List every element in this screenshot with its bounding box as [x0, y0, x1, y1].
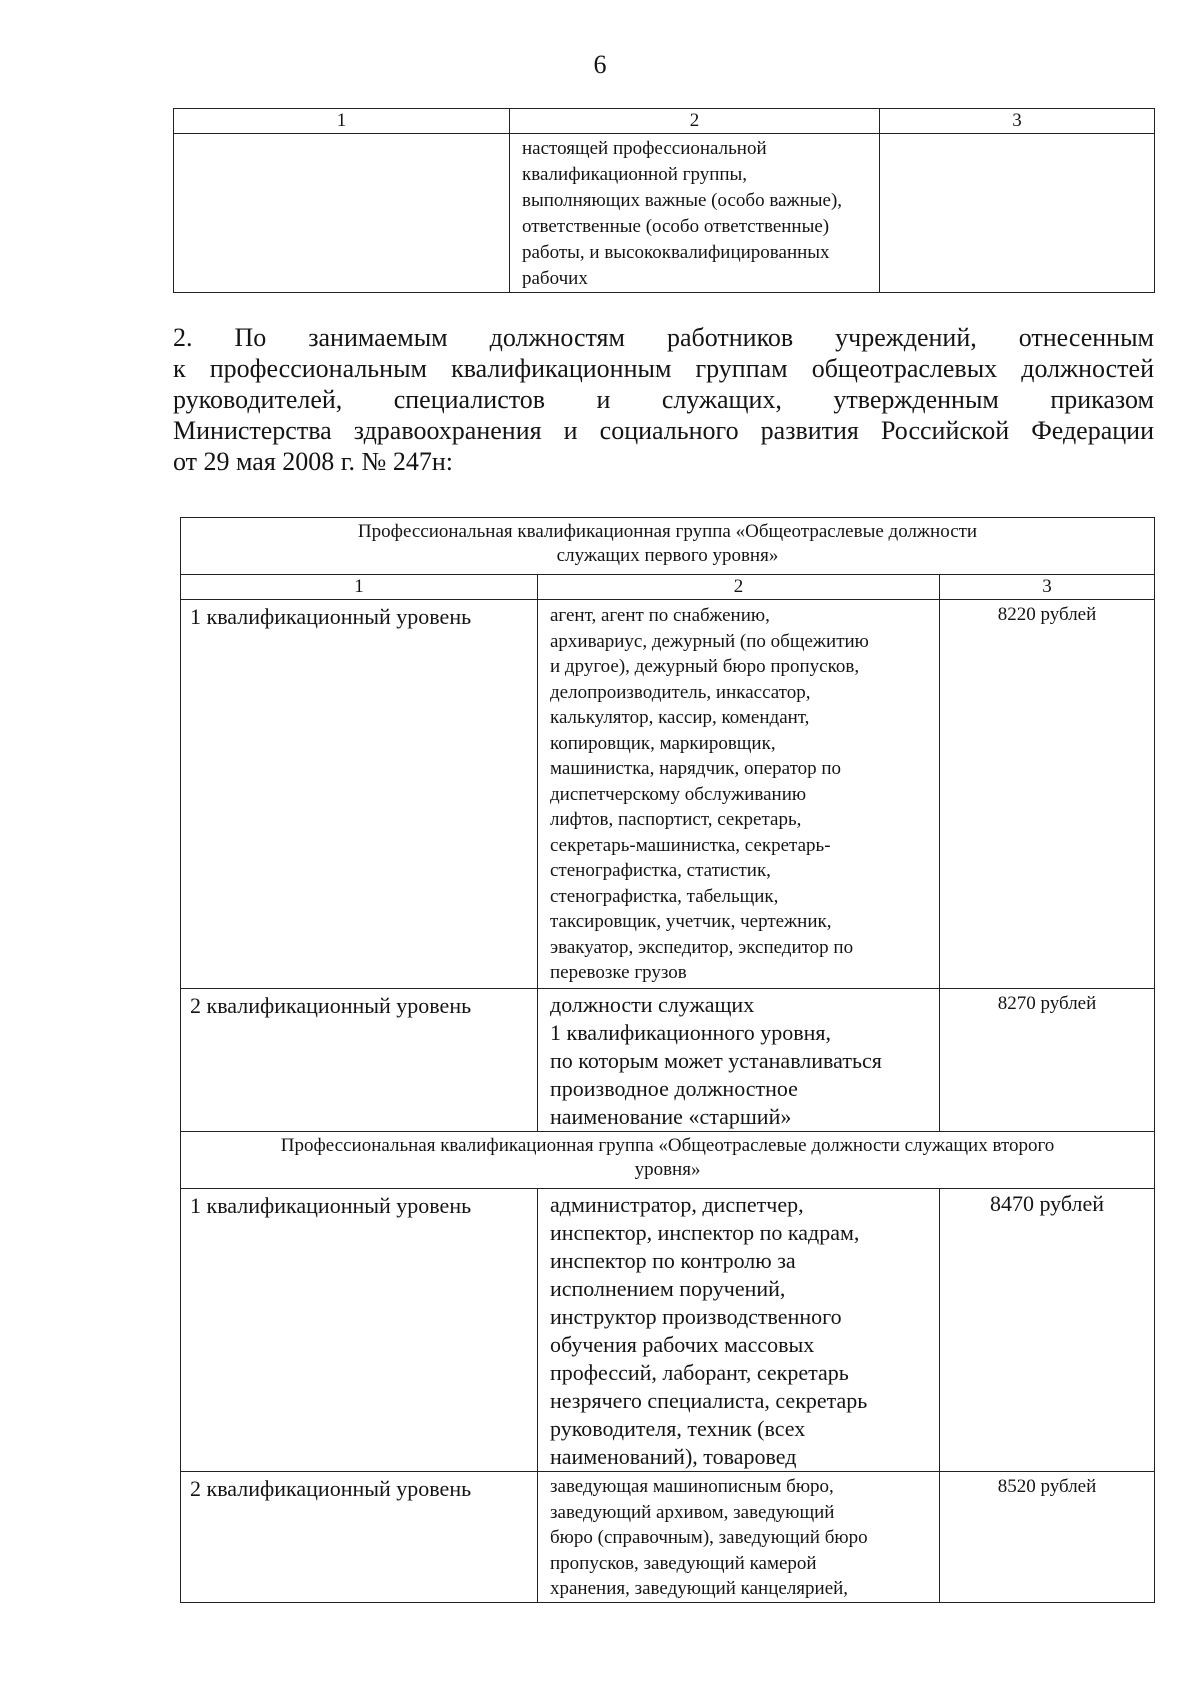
position-line: инспектор, инспектор по кадрам,	[550, 1220, 860, 1245]
positions-cell	[538, 1189, 940, 1472]
position-line: руководителя, техник (всех	[550, 1416, 806, 1441]
group-header-first-level	[181, 518, 1155, 575]
position-line: машинистка, нарядчик, оператор по	[550, 758, 842, 779]
group-title-line: уровня»	[634, 1159, 701, 1180]
position-line: должности служащих	[550, 992, 755, 1017]
position-line: и другое), дежурный бюро пропусков,	[550, 656, 860, 677]
salary-value: 8270 рублей	[940, 989, 1155, 1132]
column-header-2: 2	[510, 109, 880, 134]
body-paragraph	[173, 322, 1154, 477]
description-cell	[510, 134, 880, 293]
position-line: по которым может устанавливаться	[550, 1048, 882, 1073]
paragraph-line: Министерства здравоохранения и социального развития Российской Федерации	[173, 416, 1154, 445]
table-header-row	[174, 109, 1155, 134]
position-line: перевозке грузов	[550, 962, 687, 983]
position-line: хранения, заведующий канцелярией,	[550, 1578, 849, 1599]
salary-value: 8470 рублей	[940, 1189, 1155, 1472]
salary-value: 8520 рублей	[940, 1472, 1155, 1603]
positions-cell	[538, 989, 940, 1132]
group-header-row	[181, 1132, 1155, 1189]
empty-cell	[174, 134, 510, 293]
paragraph-line: к профессиональным квалификационным группам общеотраслевых должностей	[173, 354, 1154, 383]
column-header-3: 3	[880, 109, 1155, 134]
position-line: незрячего специалиста, секретарь	[550, 1388, 868, 1413]
position-line: заведующий архивом, заведующий	[550, 1501, 835, 1523]
position-line: администратор, диспетчер,	[550, 1192, 804, 1217]
position-line: наименование «старший»	[550, 1104, 792, 1129]
description-line: работы, и высококвалифицированных	[522, 242, 830, 263]
column-header-1: 1	[181, 575, 538, 600]
paragraph-line: 2. По занимаемым должностям работников учреждений, отнесенным	[173, 323, 1154, 352]
position-line: бюро (справочным), заведующий бюро	[550, 1527, 868, 1548]
empty-cell	[880, 134, 1155, 293]
paragraph-line: от 29 мая 2008 г. № 247н:	[173, 447, 453, 476]
positions-cell	[538, 600, 940, 989]
position-line: копировщик, маркировщик,	[550, 732, 776, 754]
position-line: диспетчерскому обслуживанию	[550, 783, 807, 805]
qualification-level: 1 квалификационный уровень	[181, 1189, 538, 1472]
position-line: агент, агент по снабжению,	[550, 605, 770, 626]
table-row	[181, 600, 1155, 989]
position-line: заведующая машинописным бюро,	[550, 1476, 834, 1497]
position-line: 1 квалификационного уровня,	[550, 1020, 831, 1045]
group-header-row	[181, 518, 1155, 575]
position-line: производное должностное	[550, 1076, 798, 1101]
table-row	[174, 134, 1155, 293]
table-row	[181, 989, 1155, 1132]
description-line: рабочих	[522, 268, 588, 289]
page-number: 6	[593, 50, 607, 79]
position-line: таксировщик, учетчик, чертежник,	[550, 911, 832, 932]
qualification-groups-table	[180, 517, 1155, 1603]
position-line: лифтов, паспортист, секретарь,	[550, 809, 802, 830]
position-line: наименований), товаровед	[550, 1444, 797, 1469]
position-line: пропусков, заведующий камерой	[550, 1552, 817, 1574]
description-line: выполняющих важные (особо важные),	[522, 190, 843, 211]
position-line: архивариус, дежурный (по общежитию	[550, 630, 869, 652]
table-header-row	[181, 575, 1155, 600]
qualification-level: 2 квалификационный уровень	[181, 1472, 538, 1603]
table-row	[181, 1189, 1155, 1472]
paragraph-line: руководителей, специалистов и служащих, утвержденным приказом	[173, 385, 1154, 414]
column-header-3: 3	[940, 575, 1155, 600]
position-line: делопроизводитель, инкассатор,	[550, 681, 811, 703]
position-line: инструктор производственного	[550, 1304, 842, 1329]
position-line: стенографистка, статистик,	[550, 860, 771, 881]
position-line: эвакуатор, экспедитор, экспедитор по	[550, 936, 854, 958]
group-header-second-level	[181, 1132, 1155, 1189]
continuation-table	[173, 108, 1155, 293]
positions-cell	[538, 1472, 940, 1603]
qualification-level: 1 квалификационный уровень	[181, 600, 538, 989]
column-header-2: 2	[538, 575, 940, 600]
group-title-line: служащих первого уровня»	[556, 545, 779, 566]
qualification-level: 2 квалификационный уровень	[181, 989, 538, 1132]
salary-value: 8220 рублей	[940, 600, 1155, 989]
group-title-line: Профессиональная квалификационная группа «Общеотраслевые должности служащих второго	[280, 1135, 1055, 1156]
position-line: секретарь-машинистка, секретарь-	[550, 834, 831, 856]
position-line: стенографистка, табельщик,	[550, 885, 779, 907]
description-line: ответственные (особо ответственные)	[522, 216, 830, 237]
group-title-line: Профессиональная квалификационная группа «Общеотраслевые должности	[357, 521, 978, 542]
position-line: профессий, лаборант, секретарь	[550, 1360, 849, 1385]
position-line: исполнением поручений,	[550, 1276, 786, 1301]
position-line: инспектор по контролю за	[550, 1248, 796, 1273]
table-row	[181, 1472, 1155, 1603]
position-line: калькулятор, кассир, комендант,	[550, 707, 810, 728]
description-line: настоящей профессиональной	[522, 138, 767, 159]
position-line: обучения рабочих массовых	[550, 1332, 815, 1357]
column-header-1: 1	[174, 109, 510, 134]
description-line: квалификационной группы,	[522, 164, 748, 185]
